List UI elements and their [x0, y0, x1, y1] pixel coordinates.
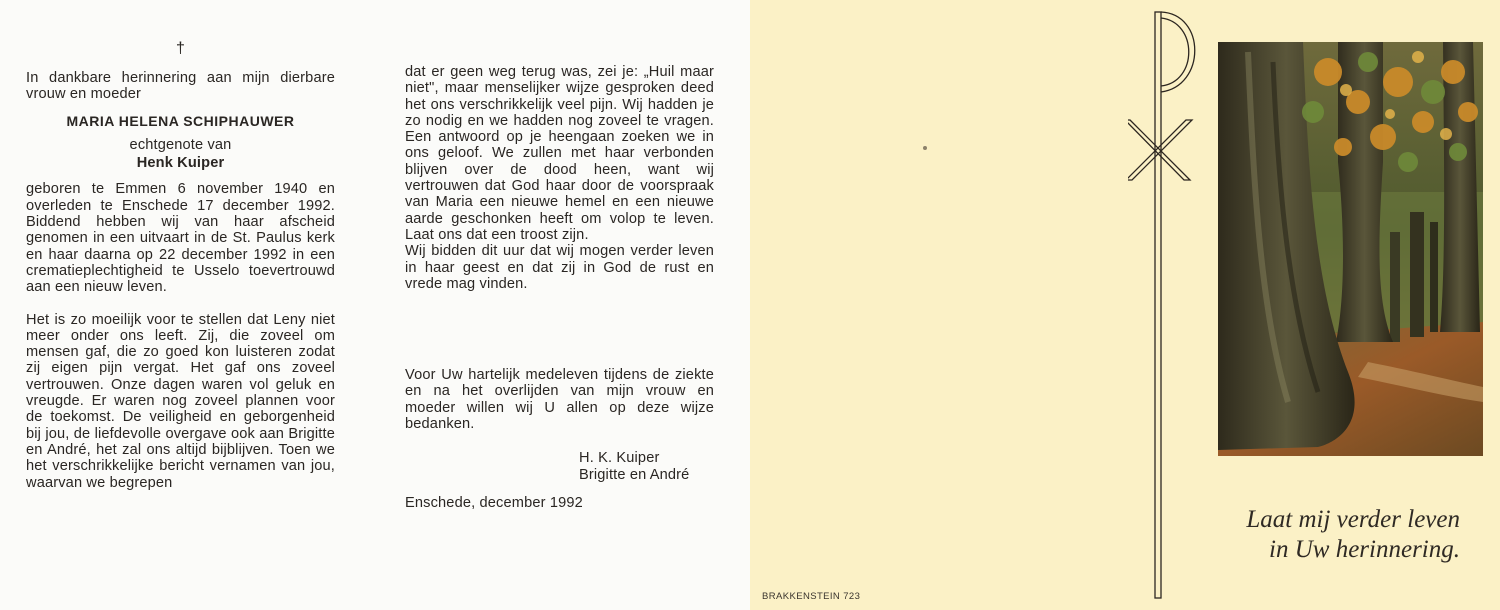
chi-rho-icon — [1128, 8, 1218, 603]
verse-line-2: in Uw herinnering. — [1269, 536, 1460, 563]
life-dates-paragraph: geboren te Emmen 6 november 1940 en overleden te Enschede 17 december 1992. Biddend hebben wij van haar afscheid genomen in een uitvaart in de St. Paulus kerk en haar daarna op 22 december 1992 in een crematieplechtigheid te Usselo toevertrouwd aan een nieuw leven. — [26, 181, 335, 296]
intro-text: In dankbare herinnering aan mijn dierbare vrouw en moeder — [26, 70, 335, 103]
publisher-code: BRAKKENSTEIN 723 — [762, 591, 861, 602]
memory-paragraph: Het is zo moeilijk voor te stellen dat Leny niet meer onder ons leeft. Zij, die zoveel om mensen gaf, die zo goed kon luisteren zodat zij eigen pijn vergat. Het gaf ons zoveel vertrouwen. Onze dagen waren vol geluk en vreugde. Er waren nog zoveel plannen voor de toekomst. De veiligheid en geborgenheid bij jou, de liefdevolle overgave ook aan Brigitte en André, het zal ons altijd bijblijven. Toen we het verschrikkelijke bericht vernamen van jou, waarvan we begrepen — [26, 311, 335, 491]
signature-line-2: Brigitte en André — [579, 466, 690, 483]
memorial-verse — [1246, 505, 1460, 565]
signature-line-1: H. K. Kuiper — [579, 450, 660, 467]
prayer-paragraph: Wij bidden dit uur dat wij mogen verder leven in haar geest en dat zij in God de rust en vrede mag vinden. — [405, 243, 714, 292]
cross-symbol: † — [175, 40, 186, 57]
left-text-column — [26, 40, 335, 491]
verse-line-1: Laat mij verder leven — [1246, 506, 1460, 533]
cover-panel — [750, 0, 1500, 610]
autumn-trees-photo — [1218, 42, 1483, 456]
spouse-name: Henk Kuiper — [136, 155, 225, 172]
continuation-paragraph: dat er geen weg terug was, zei je: „Huil maar niet", maar menselijker wijze gesproken deed het ons verschrikkelijk veel pijn. Wij hadden je zo nodig en we hadden nog zoveel te vragen. Een antwoord op je heengaan zoeken we in ons geloof. We zullen met haar verbonden blijven over de dood heen, want wij vertrouwen dat God haar door de voorspraak van Maria een nieuwe hemel en een nieuwe aarde geschonken heeft om volop te leven. Laat ons dat een troost zijn. — [405, 64, 714, 243]
thanks-paragraph: Voor Uw hartelijk medeleven tijdens de ziekte en na het overlijden van mijn vrouw en moeder willen wij U allen op deze wijze bedanken. — [405, 367, 714, 433]
right-text-column — [405, 64, 714, 511]
deceased-name: MARIA HELENA SCHIPHAUWER — [66, 112, 295, 129]
spouse-label: echtgenote van — [129, 136, 232, 153]
paper-speck — [923, 146, 927, 150]
place-date: Enschede, december 1992 — [405, 494, 583, 511]
